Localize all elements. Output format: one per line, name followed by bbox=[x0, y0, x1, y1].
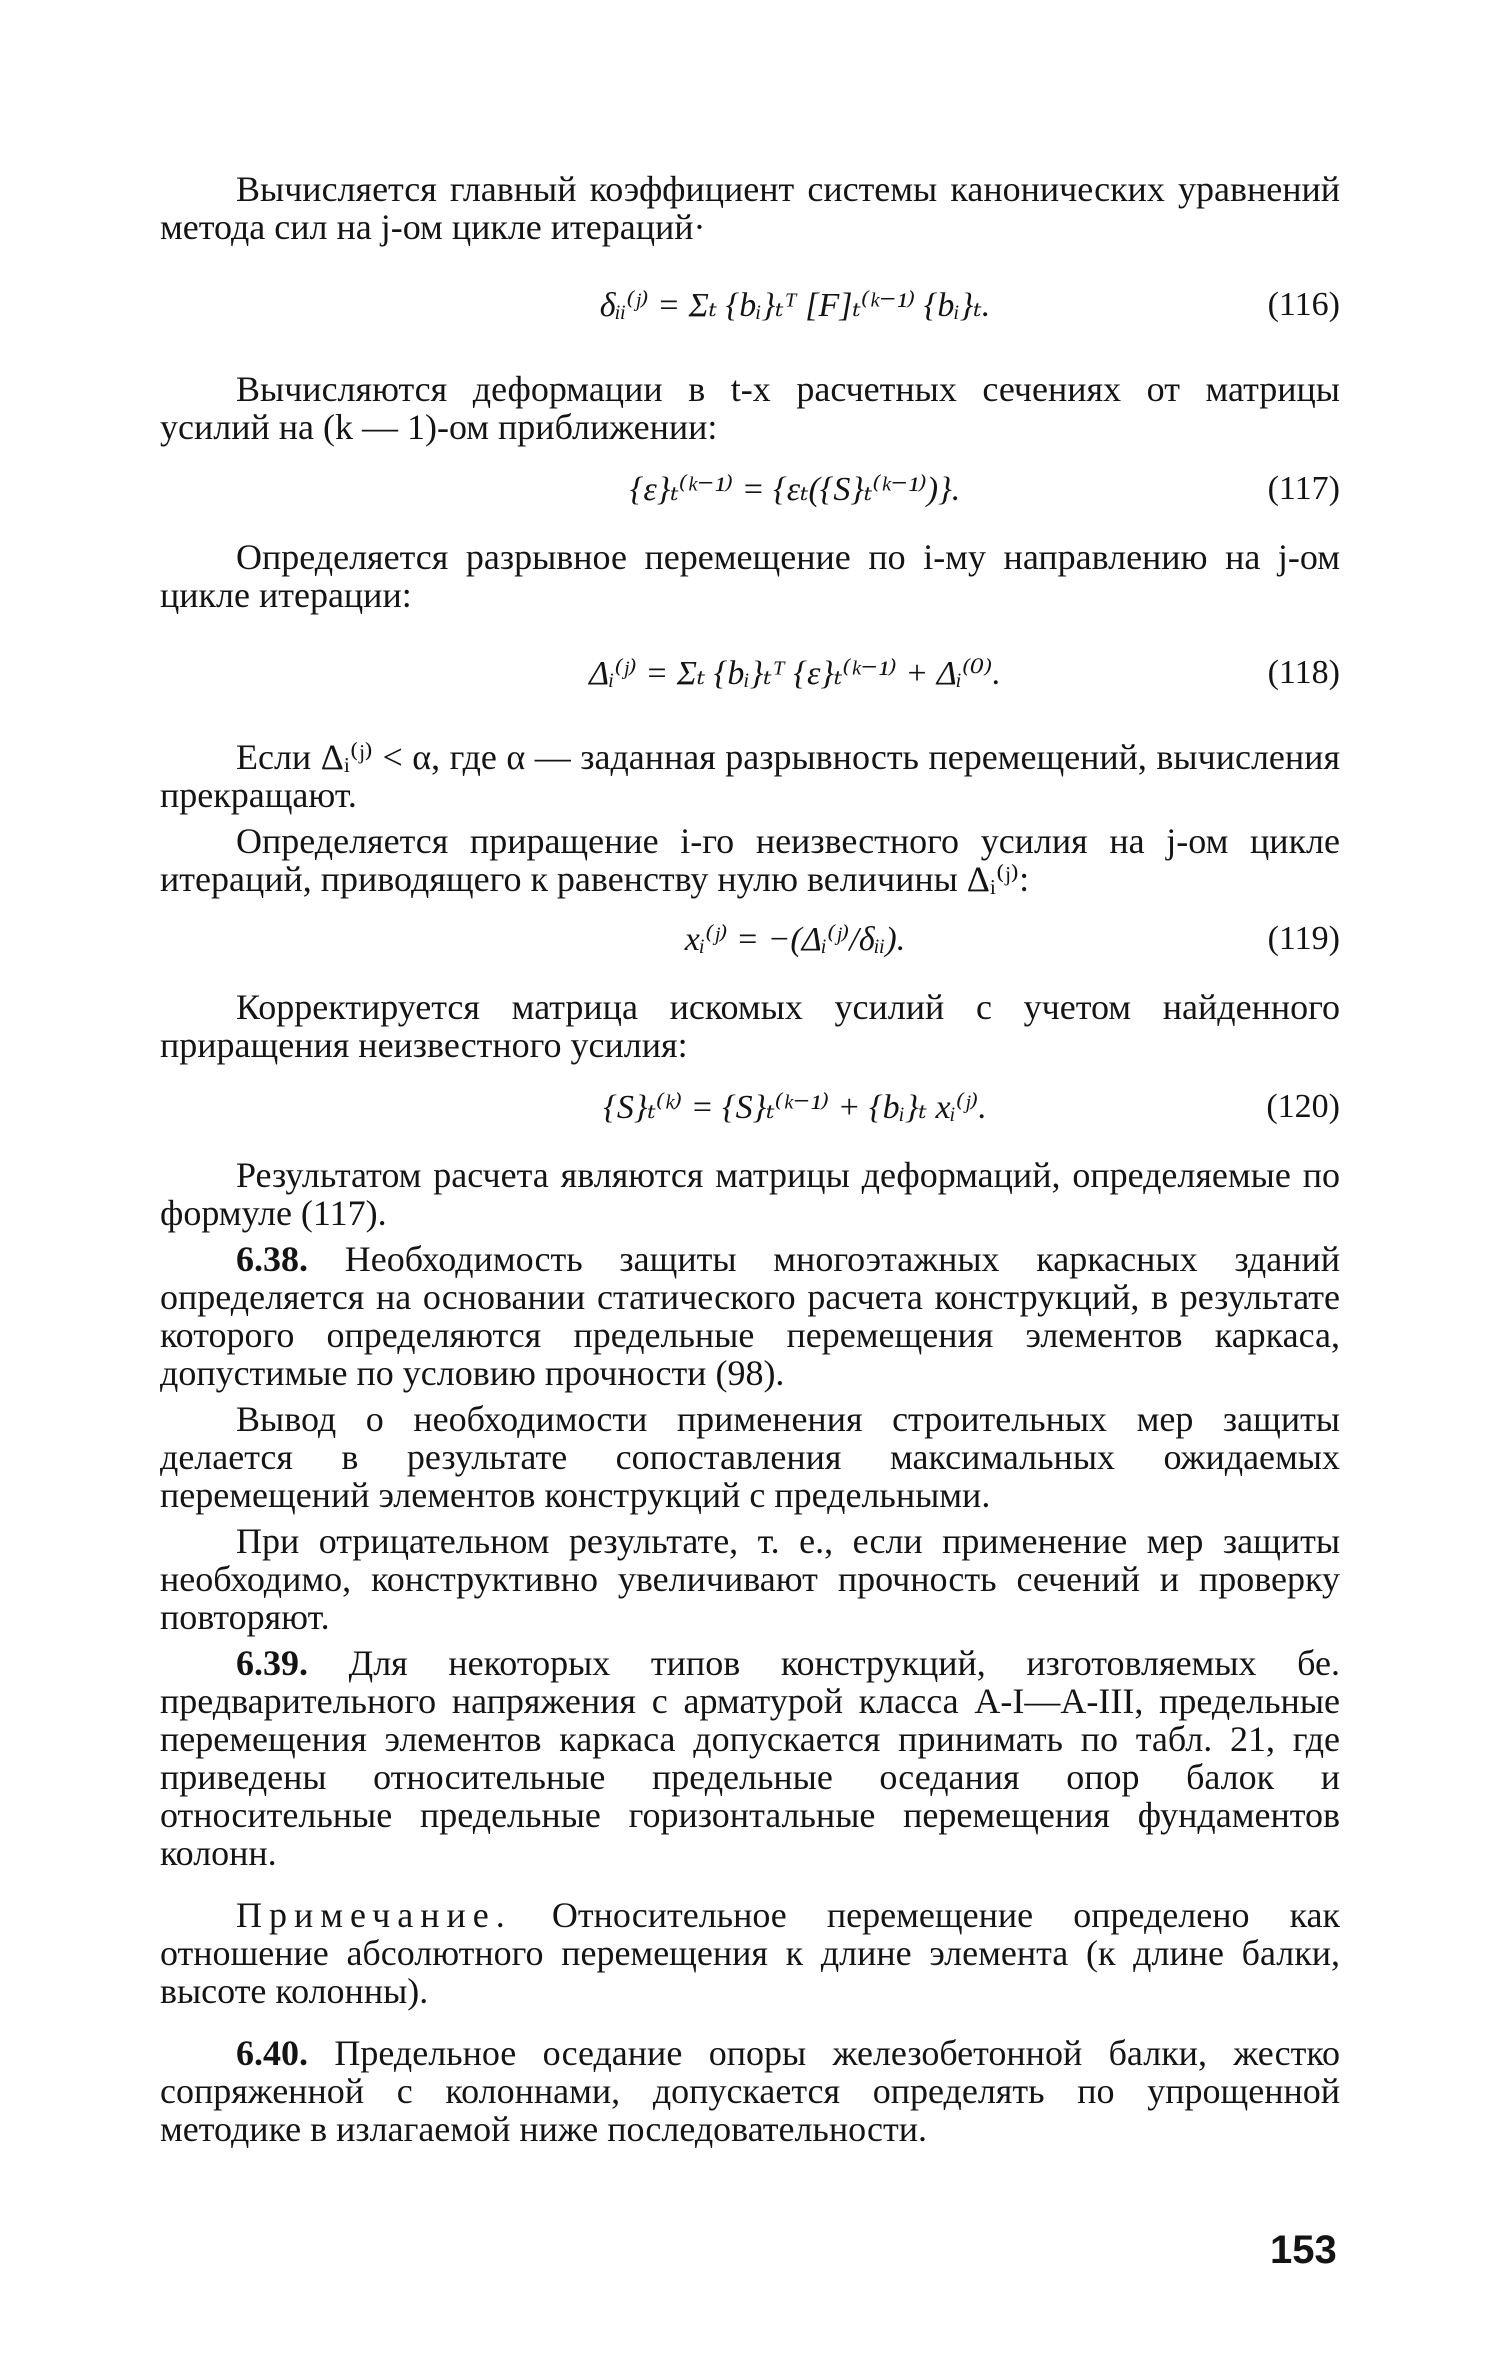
paragraph-9: Вывод о необходимости применения строительных мер защиты делается в результате сопоставления максимальных ожидаемых перемещений элементов конструкций с предельными. bbox=[160, 1399, 1340, 1515]
paragraph-3: Определяется разрывное перемещение по i-му направлению на j-ом цикле итерации: bbox=[160, 537, 1340, 615]
page-number: 153 bbox=[1270, 2228, 1337, 2272]
note-paragraph bbox=[160, 1896, 1340, 2010]
note-text: Относительное перемещение определено как отношение абсолютного перемещения к длине элемента (к длине балки, высоте колонны). bbox=[160, 1895, 1340, 2011]
paragraph-6-39-text: Для некоторых типов конструкций, изготовляемых бе. предварительного напряжения с арматурой класса A-I—A-III, предельные перемещения элементов каркаса допускается принимать по табл. 21, где приведены относительные предельные оседания опор балок и относительные предельные горизонтальные перемещения фундаментов колонн. bbox=[160, 1643, 1340, 1873]
equation-118-formula: Δᵢ⁽ʲ⁾ = Σₜ {bᵢ}ₜᵀ {ε}ₜ⁽ᵏ⁻¹⁾ + Δᵢ⁽⁰⁾. bbox=[589, 655, 1001, 692]
paragraph-6-40-text: Предельное оседание опоры железобетонной балки, жестко сопряженной с колоннами, допускается определять по упрощенной методике в излагаемой ниже последовательности. bbox=[160, 2033, 1340, 2149]
paragraph-6: Корректируется матрица искомых усилий с учетом найденного приращения неизвестного усилия: bbox=[160, 987, 1340, 1065]
equation-117-formula: {ε}ₜ⁽ᵏ⁻¹⁾ = {εₜ({S}ₜ⁽ᵏ⁻¹⁾)}. bbox=[629, 471, 961, 508]
equation-119 bbox=[160, 910, 1340, 968]
equation-118 bbox=[160, 628, 1340, 718]
equation-116 bbox=[160, 260, 1340, 350]
equation-118-number: (118) bbox=[1267, 654, 1340, 691]
equation-120 bbox=[160, 1078, 1340, 1136]
paragraph-1: Вычисляется главный коэффициент системы канонических уравнений метода сил на j-ом цикле итераций· bbox=[160, 169, 1340, 247]
paragraph-10: При отрицательном результате, т. е., если применение мер защиты необходимо, конструктивно увеличивают прочность сечений и проверку повторяют. bbox=[160, 1521, 1340, 1637]
paragraph-5: Определяется приращение i-го неизвестного усилия на j-ом цикле итераций, приводящего к равенству нулю величины Δᵢ⁽ʲ⁾: bbox=[160, 821, 1340, 899]
equation-116-formula: δᵢᵢ⁽ʲ⁾ = Σₜ {bᵢ}ₜᵀ [F]ₜ⁽ᵏ⁻¹⁾ {bᵢ}ₜ. bbox=[599, 287, 991, 324]
equation-117-number: (117) bbox=[1267, 470, 1340, 507]
paragraph-6-39 bbox=[160, 1644, 1340, 1872]
paragraph-6-38-text: Необходимость защиты многоэтажных каркасных зданий определяется на основании статического расчета конструкций, в результате которого определяются предельные перемещения элементов каркаса, допустимые по условию прочности (98). bbox=[160, 1239, 1340, 1393]
note-label: Примечание. bbox=[236, 1895, 512, 1935]
section-number-6-38: 6.38. bbox=[236, 1239, 308, 1279]
equation-116-number: (116) bbox=[1267, 286, 1340, 323]
equation-119-number: (119) bbox=[1267, 920, 1340, 957]
equation-117 bbox=[160, 460, 1340, 518]
paragraph-6-40 bbox=[160, 2034, 1340, 2148]
section-number-6-40: 6.40. bbox=[236, 2033, 308, 2073]
paragraph-6-38 bbox=[160, 1240, 1340, 1392]
page-body bbox=[160, 170, 1340, 2162]
equation-120-number: (120) bbox=[1266, 1088, 1340, 1125]
paragraph-4: Если Δᵢ⁽ʲ⁾ < α, где α — заданная разрывность перемещений, вычисления прекращают. bbox=[160, 737, 1340, 815]
paragraph-2: Вычисляются деформации в t-х расчетных сечениях от матрицы усилий на (k — 1)-ом приближении: bbox=[160, 369, 1340, 447]
equation-120-formula: {S}ₜ⁽ᵏ⁾ = {S}ₜ⁽ᵏ⁻¹⁾ + {bᵢ}ₜ xᵢ⁽ʲ⁾. bbox=[603, 1089, 987, 1126]
paragraph-7: Результатом расчета являются матрицы деформаций, определяемые по формуле (117). bbox=[160, 1155, 1340, 1233]
section-number-6-39: 6.39. bbox=[236, 1643, 308, 1683]
equation-119-formula: xᵢ⁽ʲ⁾ = −(Δᵢ⁽ʲ⁾/δᵢᵢ). bbox=[684, 921, 906, 958]
